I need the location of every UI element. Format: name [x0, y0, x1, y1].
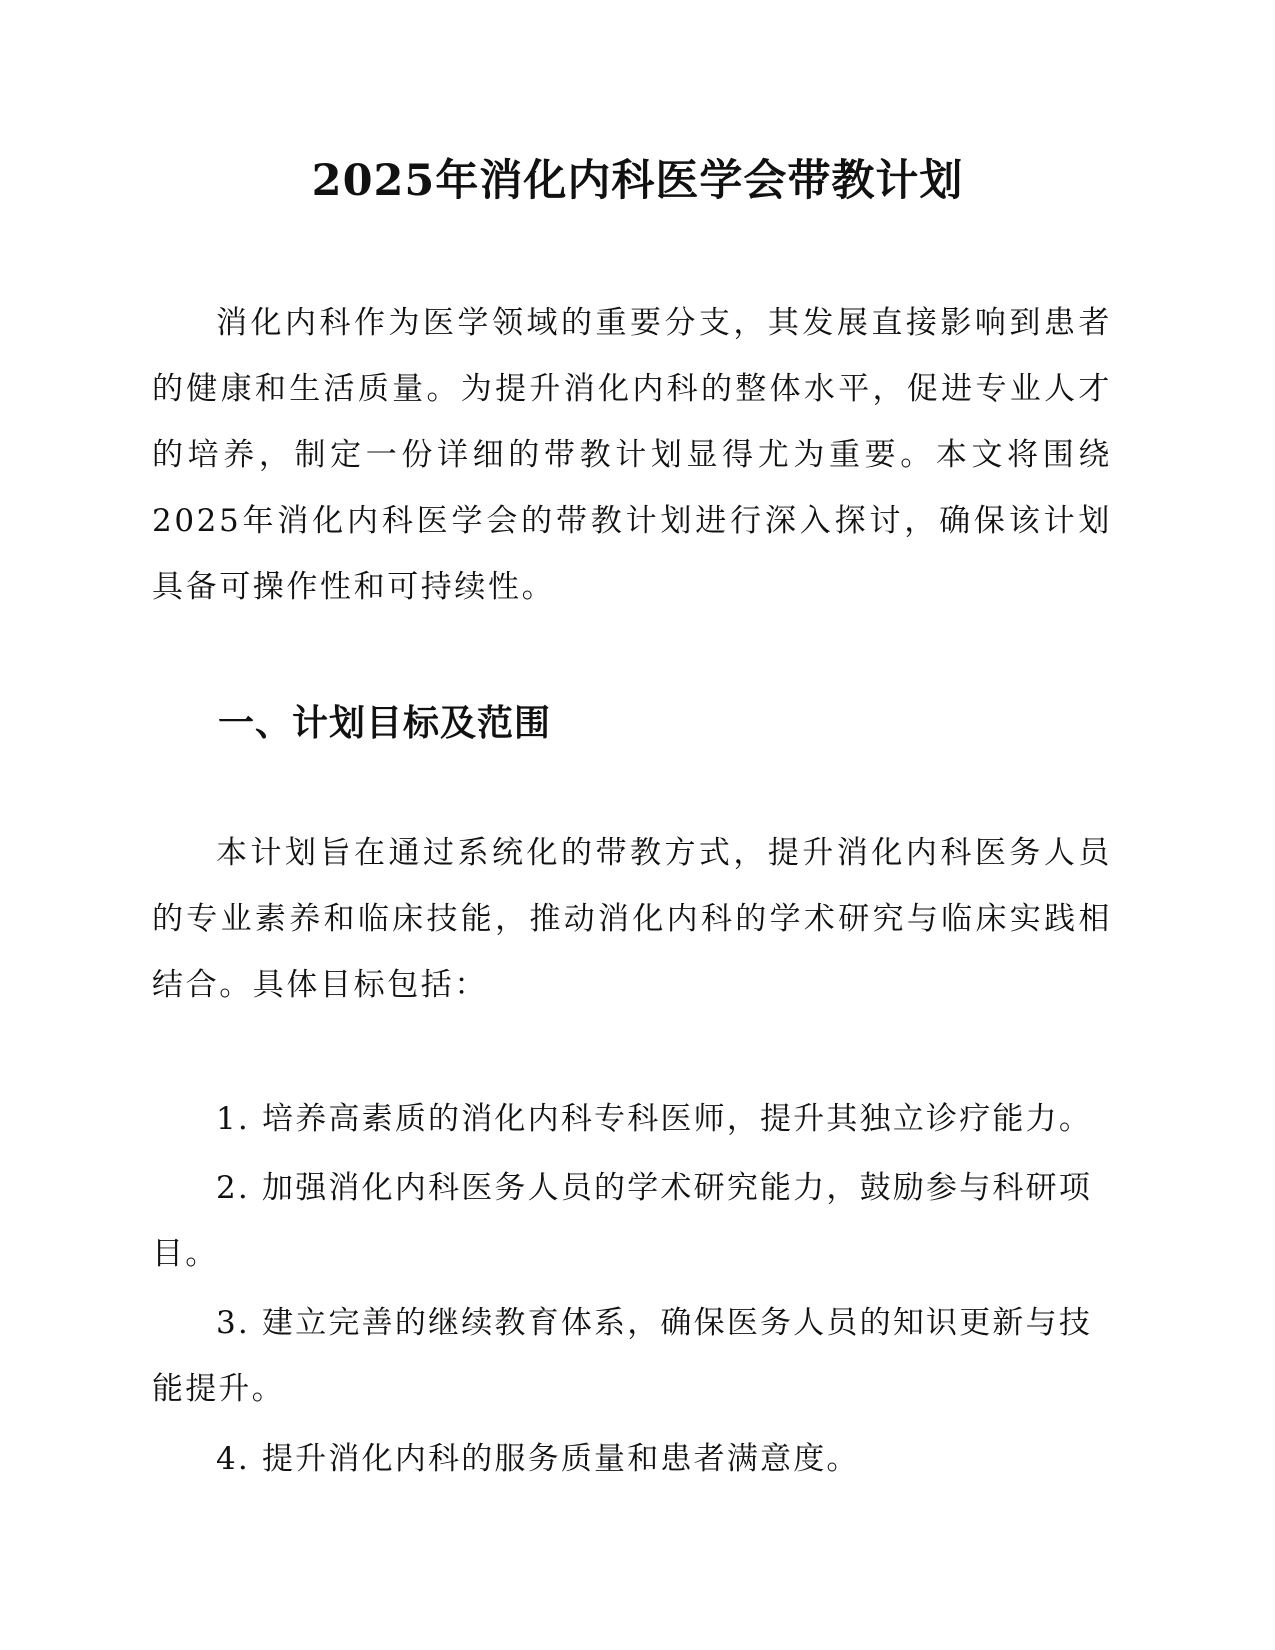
goal-item: 1. 培养高素质的消化内科专科医师，提升其独立诊疗能力。 [216, 1101, 1093, 1137]
goal-item: 3. 建立完善的继续教育体系，确保医务人员的知识更新与技能提升。 [152, 1305, 1093, 1407]
goal-item: 2. 加强消化内科医务人员的学术研究能力，鼓励参与科研项目。 [152, 1170, 1093, 1272]
section-body-paragraph: 本计划旨在通过系统化的带教方式，提升消化内科医务人员的专业素养和临床技能，推动消化内科的学术研究与临床实践相结合。具体目标包括： [152, 835, 1112, 1003]
intro-paragraph: 消化内科作为医学领域的重要分支，其发展直接影响到患者的健康和生活质量。为提升消化内科的整体水平，促进专业人才的培养，制定一份详细的带教计划显得尤为重要。本文将围绕2025年消化内科医学会的带教计划进行深入探讨，确保该计划具备可操作性和可持续性。 [152, 305, 1112, 605]
goal-item: 4. 提升消化内科的服务质量和患者满意度。 [216, 1441, 860, 1477]
section-heading: 一、计划目标及范围 [218, 702, 552, 744]
document-title: 2025年消化内科医学会带教计划 [311, 156, 964, 206]
